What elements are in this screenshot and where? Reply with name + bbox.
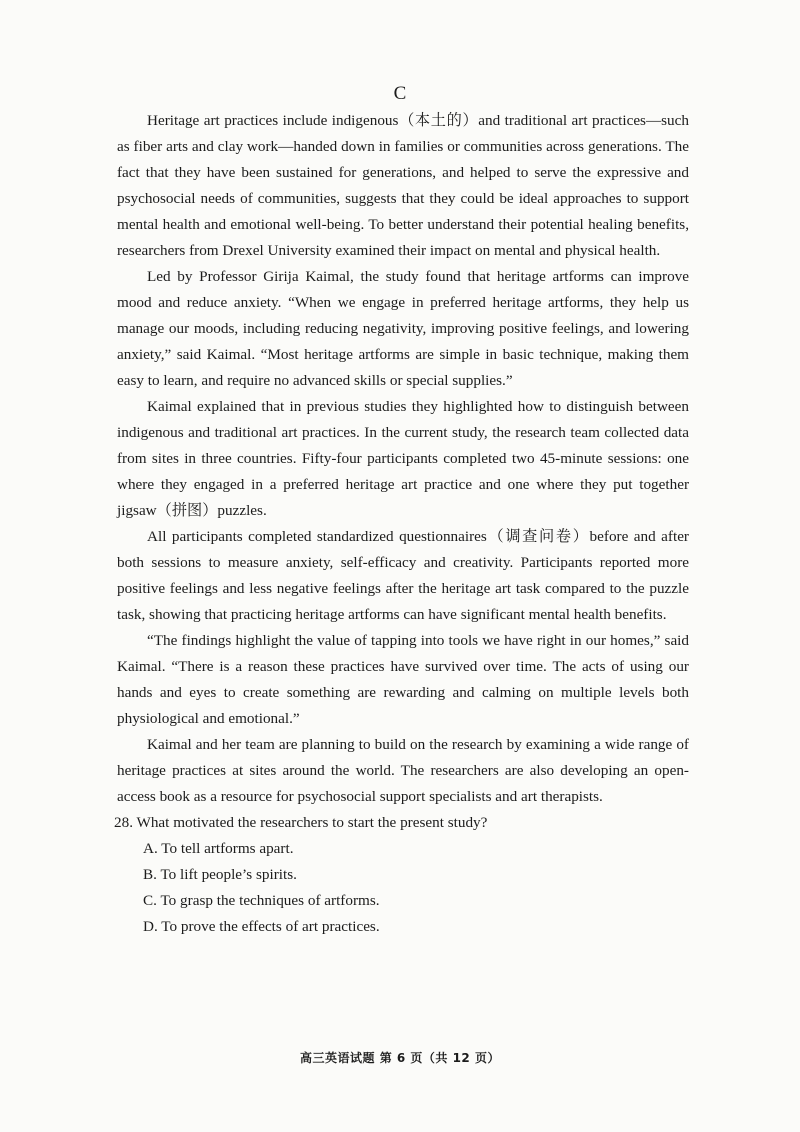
option-b: B. To lift people’s spirits. bbox=[143, 866, 297, 883]
passage-paragraph-5: “The findings highlight the value of tapping into tools we have right in our homes,” said Kaimal. “There is a reason these practices have survived over time. The acts of using our hands and eyes to create something are rewarding and calming on multiple levels both physiological and emotional.” bbox=[117, 632, 689, 727]
page-footer: 高三英语试题 第 6 页（共 12 页） bbox=[300, 1051, 500, 1065]
question-stem: 28. What motivated the researchers to start the present study? bbox=[114, 814, 488, 831]
section-heading: C bbox=[393, 83, 407, 104]
passage-paragraph-4: All participants completed standardized questionnaires（调查问卷）before and after both sessions to measure anxiety, self-efficacy and creativity. Participants reported more positive feelings and less negative feelings after the heritage art task compared to the puzzle task, showing that practicing heritage artforms can have significant mental health benefits. bbox=[117, 528, 689, 623]
option-c: C. To grasp the techniques of artforms. bbox=[143, 892, 380, 909]
answer-options bbox=[117, 836, 689, 940]
reading-passage bbox=[114, 108, 689, 940]
passage-paragraph-6: Kaimal and her team are planning to build on the research by examining a wide range of heritage practices at sites around the world. The researchers are also developing an open-access book as a resource for psychosocial support specialists and art therapists. bbox=[117, 736, 689, 805]
passage-paragraph-3: Kaimal explained that in previous studies they highlighted how to distinguish between indigenous and traditional art practices. In the current study, the research team collected data from sites in three countries. Fifty-four participants completed two 45-minute sessions: one where they engaged in a preferred heritage art practice and one where they put together jigsaw（拼图）puzzles. bbox=[117, 398, 689, 519]
passage-paragraph-2: Led by Professor Girija Kaimal, the study found that heritage artforms can improve mood and reduce anxiety. “When we engage in preferred heritage artforms, they help us manage our moods, including reducing negativity, improving positive feelings, and lowering anxiety,” said Kaimal. “Most heritage artforms are simple in basic technique, making them easy to learn, and require no advanced skills or special supplies.” bbox=[117, 268, 689, 389]
question-28 bbox=[114, 810, 689, 940]
passage-paragraph-1: Heritage art practices include indigenous（本土的）and traditional art practices—such as fiber arts and clay work—handed down in families or communities across generations. The fact that they have been sustained for generations, and helped to serve the expressive and psychosocial needs of communities, suggests that they could be ideal approaches to support mental health and emotional well-being. To better understand their potential healing benefits, researchers from Drexel University examined their impact on mental and physical health. bbox=[117, 112, 689, 259]
option-a: A. To tell artforms apart. bbox=[143, 840, 294, 857]
option-d: D. To prove the effects of art practices. bbox=[143, 918, 380, 935]
